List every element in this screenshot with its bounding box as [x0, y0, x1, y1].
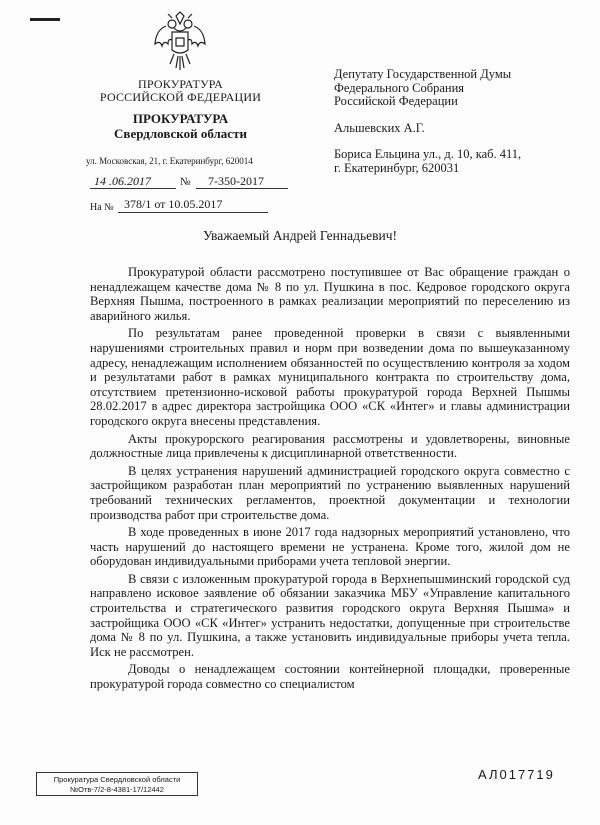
office-heading: [78, 111, 283, 141]
paragraph: Доводы о ненадлежащем состоянии контейнерной площадки, проверенные прокуратурой города совместно со специалистом: [90, 662, 570, 692]
form-serial-number: АЛ017719: [478, 767, 555, 782]
reference-prefix: На №: [90, 202, 114, 213]
corner-mark: [30, 18, 60, 21]
outgoing-number: 7-350-2017: [208, 174, 264, 188]
org-line-1: ПРОКУРАТУРА: [138, 77, 223, 91]
office-line-2: Свердловской области: [114, 126, 247, 141]
coat-of-arms-emblem: [152, 10, 208, 72]
recipient-name: Альшевских А.Г.: [334, 120, 425, 135]
registration-stamp: [36, 772, 198, 796]
stamp-line-1: Прокуратура Свердловской области: [53, 775, 181, 784]
date-underline: [90, 188, 176, 189]
paragraph: В связи с изложенным прокуратурой города в Верхнепышминский городской суд направлено исковое заявление об обязании заказчика МБУ «Управление капитального строительства и стратегического развития городского округа Верхняя Пышма» и застройщика ООО «СК «Интег» устранить недостатки, допущенные при строительстве дома № 8 по ул. Пушкина, а также установить индивидуальные приборы учета тепла. Иск не рассмотрен.: [90, 571, 570, 659]
paragraph: По результатам ранее проведенной проверки в связи с выявленными нарушениями строительных правил и норм при возведении дома по вышеуказанному адресу, ненадлежащим исполнением обязанностей по осуществлению контроля за ходом и результатами работ в рамках муниципального контракта по строительству дома, отсутствием претензионно-исковой работы прокуратурой города Верхней Пышмы 28.02.2017 в адрес директора застройщика ООО «СК «Интег» и главы администрации городского округа внесены представления.: [90, 326, 570, 428]
recipient-spacer: [334, 109, 584, 122]
recipient-address-line: г. Екатеринбург, 620031: [334, 160, 460, 175]
paragraph: В целях устранения нарушений администрацией городского округа совместно с застройщиком разработан план мероприятий по устранению выявленных нарушений требований технических регламентов, проектной документации и технологии производства работ при строительстве дома.: [90, 463, 570, 522]
office-line-1: ПРОКУРАТУРА: [132, 111, 229, 126]
number-sign: №: [180, 176, 191, 188]
outgoing-date: 14 .06.2017: [94, 174, 151, 188]
paragraph: В ходе проведенных в июне 2017 года надзорных мероприятий установлено, что часть нарушений до настоящего времени не устранена. Кроме того, жилой дом не оборудован индивидуальными приборами учета тепловой энергии.: [90, 525, 570, 569]
organization-heading: [78, 78, 283, 104]
stamp-line-2: №Отв-7/2-8-4381-17/12442: [70, 785, 164, 794]
reference-underline: [118, 212, 268, 213]
recipient-line: Федерального Собрания: [334, 80, 465, 95]
recipient-line: Российской Федерации: [334, 94, 458, 108]
paragraph: Акты прокурорского реагирования рассмотрены и удовлетворены, виновные должностные лица привлечены к дисциплинарной ответственности.: [90, 431, 570, 461]
recipient-line: Депутату Государственной Думы: [334, 67, 512, 81]
office-address: ул. Московская, 21, г. Екатеринбург, 620014: [86, 156, 253, 166]
recipient-address-line: Бориса Ельцина ул., д. 10, каб. 411,: [334, 147, 522, 161]
number-underline: [196, 188, 288, 189]
paragraph: Прокуратурой области рассмотрено поступившее от Вас обращение граждан о ненадлежащем качестве дома № 8 по ул. Пушкина в пос. Кедровое городского округа Верхняя Пышма, построенного в рамках реализации мероприятий по переселению из аварийного жилья.: [90, 265, 570, 323]
reference-value: 378/1 от 10.05.2017: [124, 197, 223, 211]
letter-body: [90, 265, 570, 695]
recipient-block: [334, 68, 584, 175]
greeting: Уважаемый Андрей Геннадьевич!: [202, 228, 398, 243]
org-line-2: РОССИЙСКОЙ ФЕДЕРАЦИИ: [99, 90, 262, 104]
